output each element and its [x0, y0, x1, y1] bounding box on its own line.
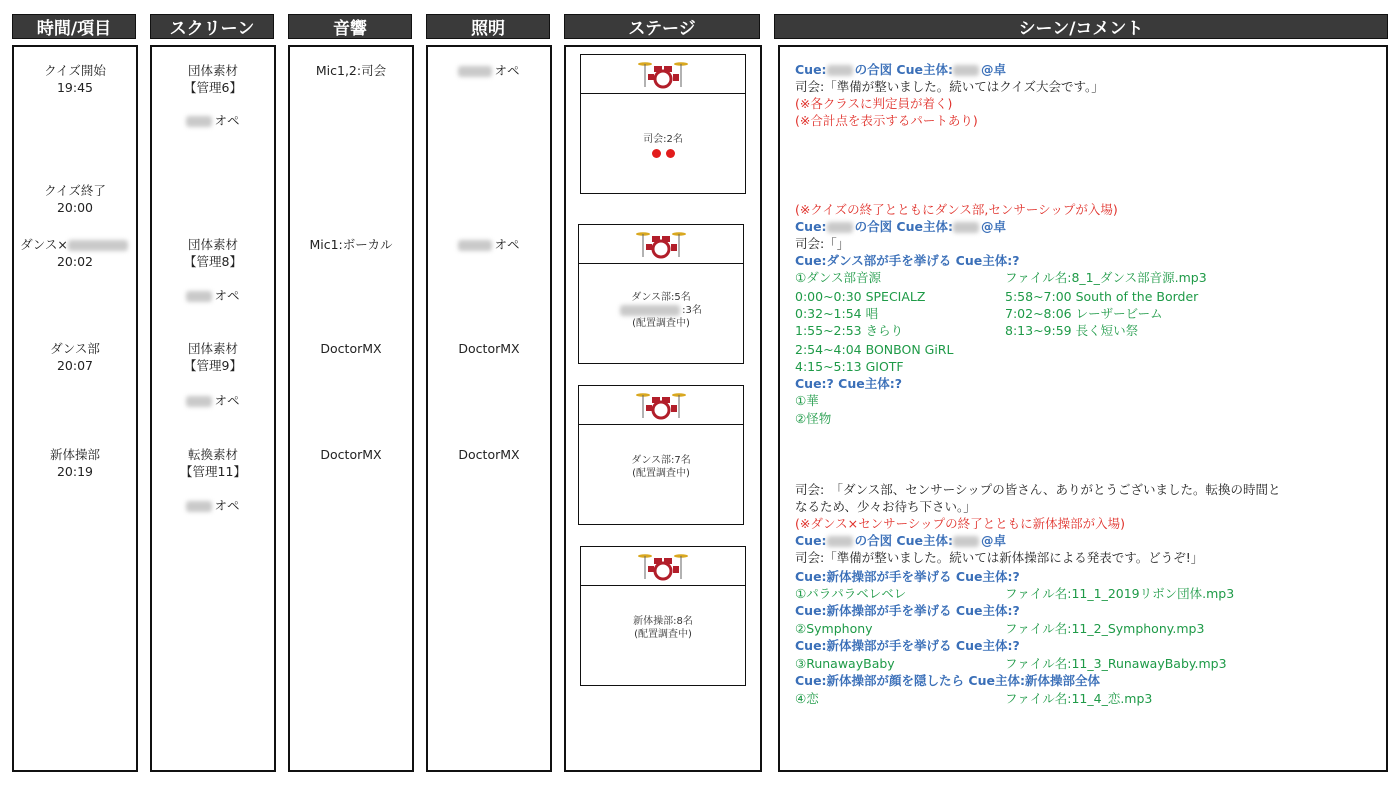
track-segment: 0:00~0:30 SPECIALZ — [795, 289, 926, 304]
sound-row-3: Mic1:ボーカル — [309, 237, 393, 252]
note-line: (※ダンス×センサーシップの終了とともに新体操部が入場) — [795, 516, 1125, 531]
track-segment: 8:13~9:59 長く短い祭 — [1005, 323, 1139, 338]
track-file: ファイル名:8_1_ダンス部音源.mp3 — [1005, 270, 1207, 285]
stage-2-caption-b: :3名 — [579, 304, 743, 317]
screen-op-1: オペ — [150, 112, 276, 129]
stage-diagram-4 — [580, 546, 746, 686]
stage-3-caption-b: (配置調査中) — [632, 468, 690, 479]
redacted — [186, 396, 212, 407]
stage-2-caption-a: ダンス部:5名 — [631, 292, 691, 303]
mc-line: なるため、少々お待ち下さい。」 — [795, 499, 976, 514]
mc-line: 司会:「」 — [795, 236, 850, 251]
cue-line: Cue:新体操部が手を挙げる Cue主体:? — [795, 638, 1020, 653]
sound-row-5: DoctorMX — [320, 447, 382, 462]
stage-1-caption: 司会:2名 — [643, 134, 683, 145]
redacted — [827, 65, 853, 76]
track-file: ファイル名:11_2_Symphony.mp3 — [1005, 621, 1205, 636]
header-screen: スクリーン — [150, 14, 274, 39]
track-file: ファイル名:11_4_恋.mp3 — [1005, 691, 1153, 706]
redacted — [458, 66, 492, 77]
light-row-4: DoctorMX — [458, 341, 520, 356]
light-row-3: オペ — [426, 236, 552, 253]
redacted — [458, 240, 492, 251]
track-segment: 0:32~1:54 唱 — [795, 306, 879, 321]
track-name: ③RunawayBaby — [795, 656, 895, 671]
mc-line: 司会:「準備が整いました。続いては新体操部による発表です。どうぞ!」 — [795, 550, 1204, 565]
redacted — [186, 291, 212, 302]
stage-diagram-1 — [580, 54, 746, 194]
column-sound — [288, 45, 414, 772]
column-time — [12, 45, 138, 772]
track-name: ①ダンス部音源 — [795, 270, 881, 285]
sound-row-1: Mic1,2:司会 — [315, 63, 387, 78]
time-rhythmic-gym: 新体操部 20:19 — [49, 447, 100, 479]
column-light — [426, 45, 552, 772]
redacted — [953, 222, 979, 233]
cue-line: Cue: の合図 Cue主体: @卓 — [795, 62, 1006, 77]
cue-line: Cue: の合図 Cue主体: @卓 — [795, 219, 1006, 234]
screen-op-3: オペ — [150, 287, 276, 304]
redacted — [186, 116, 212, 127]
light-row-1: オペ — [426, 62, 552, 79]
redacted — [827, 536, 853, 547]
drum-kit-icon — [637, 551, 689, 581]
track-name: ②Symphony — [795, 621, 873, 636]
screen-row-3: 団体素材 【管理8】 — [184, 237, 242, 269]
performer-dot — [666, 149, 675, 158]
track-name: ①華 — [795, 393, 819, 408]
stage-diagram-3 — [578, 385, 744, 525]
note-line: (※クイズの終了とともにダンス部,センサーシップが入場) — [795, 202, 1118, 217]
stage-2-caption-c: (配置調査中) — [632, 318, 690, 329]
stage-3-caption-a: ダンス部:7名 — [631, 455, 691, 466]
track-segment: 5:58~7:00 South of the Border — [1005, 289, 1199, 304]
track-segment: 1:55~2:53 きらり — [795, 323, 904, 338]
stage-4-caption-b: (配置調査中) — [634, 629, 692, 640]
drum-kit-icon — [635, 390, 687, 420]
redacted — [953, 536, 979, 547]
track-name: ④恋 — [795, 691, 819, 706]
redacted — [827, 222, 853, 233]
screen-row-5: 転換素材 【管理11】 — [180, 447, 246, 479]
redacted — [68, 240, 128, 251]
cue-line: Cue: の合図 Cue主体: @卓 — [795, 533, 1006, 548]
header-light: 照明 — [426, 14, 550, 39]
time-quiz-end: クイズ終了 20:00 — [44, 183, 106, 215]
cue-line: Cue:新体操部が顔を隠したら Cue主体:新体操部全体 — [795, 673, 1100, 688]
track-file: ファイル名:11_3_RunawayBaby.mp3 — [1005, 656, 1227, 671]
stage-4-caption-a: 新体操部:8名 — [633, 616, 693, 627]
screen-row-1: 団体素材 【管理6】 — [184, 63, 242, 95]
track-file: ファイル名:11_1_2019リボン団体.mp3 — [1005, 586, 1235, 601]
cue-line: Cue:ダンス部が手を挙げる Cue主体:? — [795, 253, 1020, 268]
track-name: ②怪物 — [795, 411, 832, 426]
header-sound: 音響 — [288, 14, 412, 39]
note-line: (※合計点を表示するパートあり) — [795, 113, 978, 128]
redacted — [620, 305, 680, 316]
screen-op-5: オペ — [150, 497, 276, 514]
note-line: (※各クラスに判定員が着く) — [795, 96, 953, 111]
stage-diagram-2 — [578, 224, 744, 364]
time-dance-cross: ダンス× 20:02 — [12, 236, 138, 270]
redacted — [953, 65, 979, 76]
mc-line: 司会:「準備が整いました。続いてはクイズ大会です。」 — [795, 79, 1104, 94]
track-name: ①パラパラベレベレ — [795, 586, 907, 601]
drum-kit-icon — [637, 59, 689, 89]
header-stage: ステージ — [564, 14, 760, 39]
screen-op-4: オペ — [150, 392, 276, 409]
header-scene: シーン/コメント — [774, 14, 1388, 39]
sound-row-4: DoctorMX — [320, 341, 382, 356]
header-time: 時間/項目 — [12, 14, 136, 39]
screen-row-4: 団体素材 【管理9】 — [184, 341, 242, 373]
light-row-5: DoctorMX — [458, 447, 520, 462]
track-segment: 2:54~4:04 BONBON GiRL — [795, 342, 954, 357]
performer-dot — [652, 149, 661, 158]
cue-line: Cue:? Cue主体:? — [795, 376, 902, 391]
mc-line: 司会: 「ダンス部、センサーシップの皆さん、ありがとうございました。転換の時間と — [795, 482, 1281, 497]
drum-kit-icon — [635, 229, 687, 259]
cue-line: Cue:新体操部が手を挙げる Cue主体:? — [795, 603, 1020, 618]
time-quiz-start: クイズ開始 19:45 — [44, 63, 106, 95]
time-dance-club: ダンス部 20:07 — [50, 341, 100, 373]
track-segment: 7:02~8:06 レーザービーム — [1005, 306, 1163, 321]
cue-line: Cue:新体操部が手を挙げる Cue主体:? — [795, 569, 1020, 584]
redacted — [186, 501, 212, 512]
track-segment: 4:15~5:13 GIOTF — [795, 359, 904, 374]
